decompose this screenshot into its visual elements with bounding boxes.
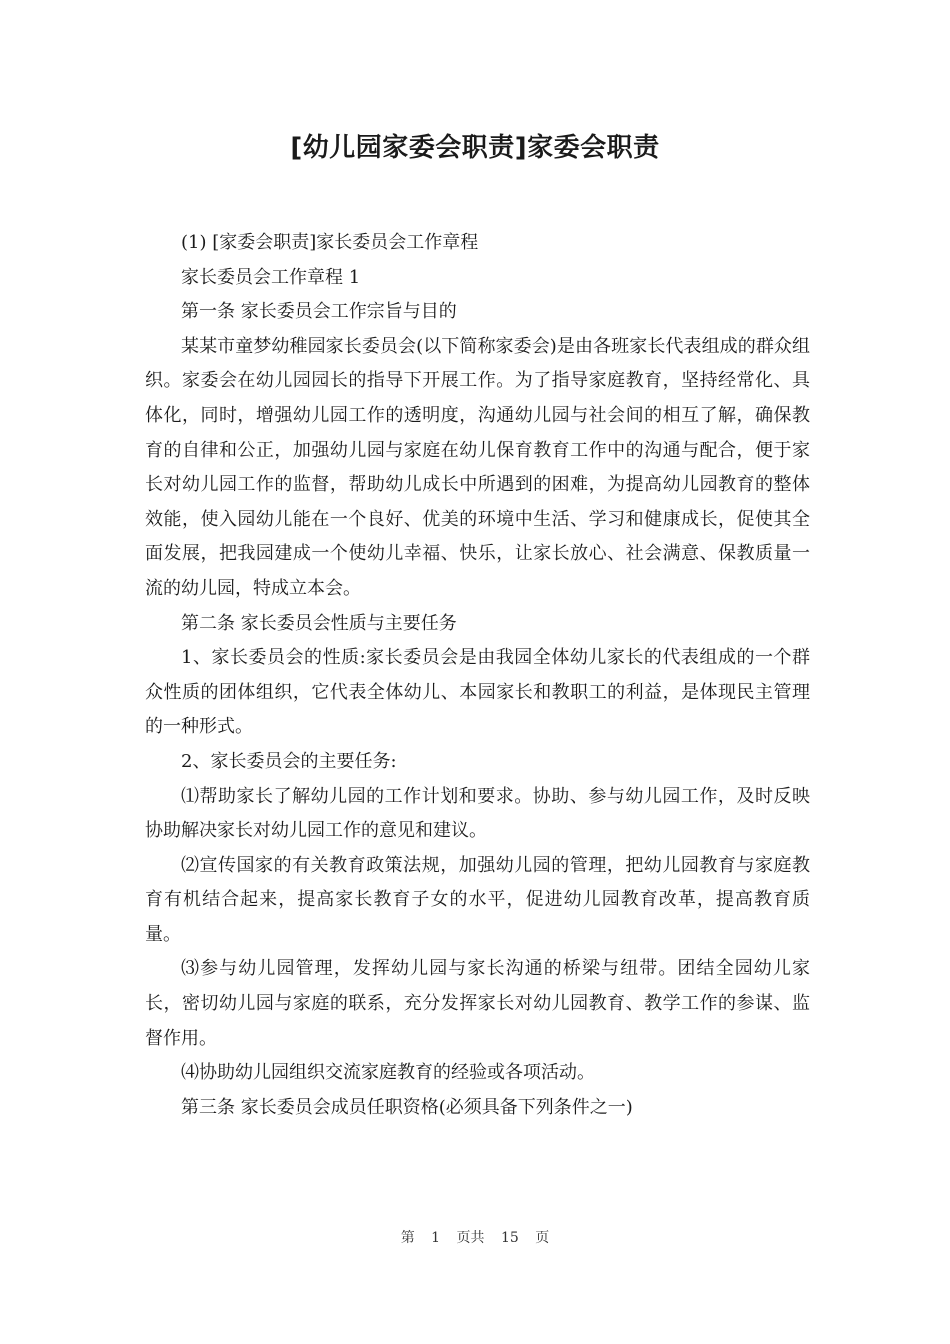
document-title: [幼儿园家委会职责]家委会职责 xyxy=(290,133,660,163)
footer-total-pages: 15 xyxy=(501,1230,519,1246)
article-heading-2: 第二条 家长委员会性质与主要任务 xyxy=(181,612,457,634)
paragraph-11: ⑷协助幼儿园组织交流家庭教育的经验或各项活动。 xyxy=(181,1062,595,1084)
footer-suffix: 页 xyxy=(535,1230,550,1246)
paragraph-6: 1、家长委员会的性质:家长委员会是由我园全体幼儿家长的代表组成的一个群众性质的团体组织，它代表全体幼儿、本园家长和教职工的利益，是体现民主管理的一种形式。 xyxy=(145,647,810,738)
document-body xyxy=(145,226,810,1125)
paragraph-7: 2、家长委员会的主要任务: xyxy=(181,750,397,772)
paragraph-9: ⑵宣传国家的有关教育政策法规，加强幼儿园的管理，把幼儿园教育与家庭教育有机结合起来，提高家长教育子女的水平，促进幼儿园教育改革，提高教育质量。 xyxy=(145,854,810,945)
footer-page-number: 1 xyxy=(431,1230,441,1246)
paragraph-4: 某某市童梦幼稚园家长委员会(以下简称家委会)是由各班家长代表组成的群众组织。家委会在幼儿园园长的指导下开展工作。为了指导家庭教育，坚持经常化、具体化，同时，增强幼儿园工作的透明度，沟通幼儿园与社会间的相互了解，确保教育的自律和公正，加强幼儿园与家庭在幼儿保育教育工作中的沟通与配合，便于家长对幼儿园工作的监督，帮助幼儿成长中所遇到的困难，为提高幼儿园教育的整体效能，使入园幼儿能在一个良好、优美的环境中生活、学习和健康成长，促使其全面发展，把我园建成一个使幼儿幸福、快乐，让家长放心、社会满意、保教质量一流的幼儿园，特成立本会。 xyxy=(145,335,810,599)
paragraph-8: ⑴帮助家长了解幼儿园的工作计划和要求。协助、参与幼儿园工作，及时反映协助解决家长对幼儿园工作的意见和建议。 xyxy=(145,785,810,842)
paragraph-1: (1) [家委会职责]家长委员会工作章程 xyxy=(181,232,479,253)
article-heading-1: 第一条 家长委员会工作宗旨与目的 xyxy=(181,301,457,323)
article-heading-3: 第三条 家长委员会成员任职资格(必须具备下列条件之一) xyxy=(181,1096,633,1118)
paragraph-2: 家长委员会工作章程 1 xyxy=(181,266,361,288)
page-footer xyxy=(0,1226,950,1250)
footer-middle: 页共 xyxy=(456,1230,485,1246)
footer-prefix: 第 xyxy=(400,1230,415,1246)
paragraph-10: ⑶参与幼儿园管理，发挥幼儿园与家长沟通的桥梁与纽带。团结全园幼儿家长，密切幼儿园与家庭的联系，充分发挥家长对幼儿园教育、教学工作的参谋、监督作用。 xyxy=(145,958,810,1049)
